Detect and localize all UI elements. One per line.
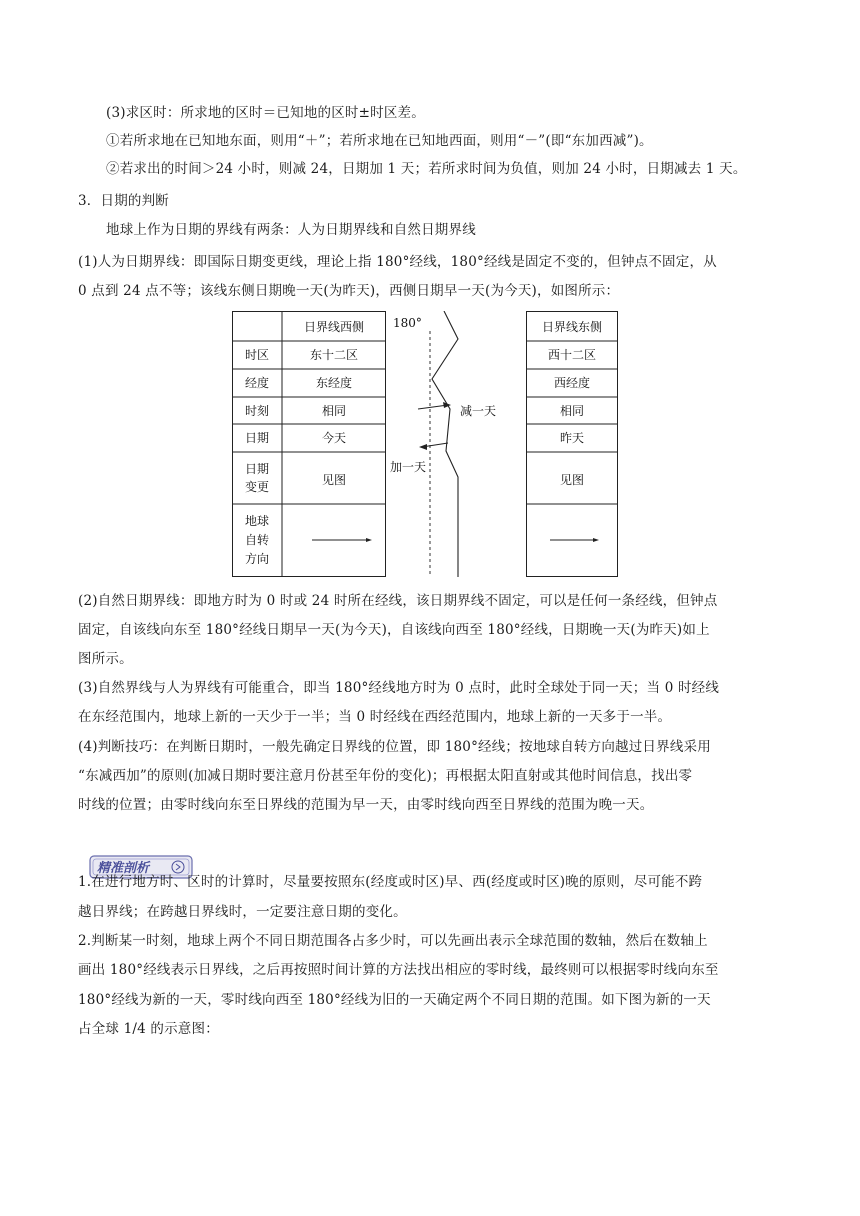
item2-line2: 固定，自该线向东至 180°经线日期早一天(为今天)，自该线向西至 180°经线，日期晚一天(为昨天)如上 bbox=[78, 622, 710, 638]
row-label-time: 时刻 bbox=[244, 404, 270, 418]
east-time: 相同 bbox=[559, 404, 585, 418]
east-see-figure: 见图 bbox=[559, 473, 585, 487]
west-see-figure: 见图 bbox=[321, 473, 347, 487]
item4-line3: 时线的位置；由零时线向东至日界线的范围为早一天，由零时线向西至日界线的范围为晚一天。 bbox=[78, 797, 654, 813]
west-zone: 东十二区 bbox=[309, 348, 359, 362]
badge-text: 精准剖析 bbox=[97, 861, 150, 876]
row-label-rotation-3: 方向 bbox=[244, 552, 270, 566]
west-date: 今天 bbox=[321, 431, 347, 445]
section-heading-date-judgement: 3．日期的判断 bbox=[78, 193, 169, 209]
row-label-rotation-2: 自转 bbox=[244, 533, 270, 547]
row-label-date: 日期 bbox=[244, 431, 270, 445]
row-label-rotation-1: 地球 bbox=[244, 514, 270, 528]
label-minus-day: 减一天 bbox=[460, 404, 497, 418]
item1-line2: 0 点到 24 点不等；该线东侧日期晚一天(为昨天)，西侧日期早一天(为今天)，如图所示： bbox=[78, 283, 620, 299]
row-label-date-change-2: 变更 bbox=[244, 480, 270, 494]
arrow-west bbox=[419, 444, 427, 450]
item3-line1: (3)自然界线与人为界线有可能重合，即当 180°经线地方时为 0 点时，此时全球处于同一天；当 0 时经线 bbox=[78, 680, 720, 696]
west-longitude: 东经度 bbox=[315, 376, 353, 390]
note2-line4: 占全球 1/4 的示意图： bbox=[78, 1021, 219, 1037]
para-qushi-formula: (3)求区时：所求地的区时＝已知地的区时±时区差。 bbox=[106, 105, 425, 121]
para-over-24h-rule: ②若求出的时间＞24 小时，则减 24，日期加 1 天；若所求时间为负值，则加 24 小时，日期减去 1 天。 bbox=[106, 161, 747, 177]
item1-line1: (1)人为日期界线：即国际日期变更线，理论上指 180°经线，180°经线是固定不变的，但钟点不固定，从 bbox=[78, 254, 717, 270]
arrow-east bbox=[443, 402, 451, 408]
note2-line2: 画出 180°经线表示日界线，之后再按照时间计算的方法找出相应的零时线，最终则可以根据零时线向东至 bbox=[78, 962, 719, 978]
item3-line2: 在东经范围内，地球上新的一天少于一半；当 0 时经线在西经范围内，地球上新的一天多于一半。 bbox=[78, 709, 672, 725]
rotation-arrow-east bbox=[593, 538, 599, 542]
date-line-diagram bbox=[232, 311, 618, 577]
item4-line2: “东减西加”的原则(加减日期时要注意月份甚至年份的变化)；再根据太阳直射或其他时间信息，找出零 bbox=[78, 768, 693, 784]
east-zone: 西十二区 bbox=[547, 348, 597, 362]
note1-line2: 越日界线；在跨越日界线时，一定要注意日期的变化。 bbox=[78, 904, 407, 920]
note2-line3: 180°经线为新的一天，零时线向西至 180°经线为旧的一天确定两个不同日期的范围。如下图为新的一天 bbox=[78, 992, 711, 1008]
para-two-date-lines: 地球上作为日期的界线有两条：人为日期界线和自然日期界线 bbox=[106, 222, 476, 238]
west-header: 日界线西侧 bbox=[303, 320, 365, 334]
label-plus-day: 加一天 bbox=[390, 460, 427, 474]
date-line-zigzag bbox=[432, 311, 458, 577]
east-header: 日界线东侧 bbox=[541, 320, 603, 334]
date-line-figure bbox=[232, 311, 618, 577]
item2-line1: (2)自然日期界线：即地方时为 0 时或 24 时所在经线，该日期界线不固定，可以是任何一条经线，但钟点 bbox=[78, 593, 718, 609]
row-label-date-change-1: 日期 bbox=[244, 462, 270, 476]
rotation-arrow-west bbox=[366, 538, 372, 542]
west-time: 相同 bbox=[321, 404, 347, 418]
note1-line1: 1.在进行地方时、区时的计算时，尽量要按照东(经度或时区)早、西(经度或时区)晚的原则，尽可能不跨 bbox=[78, 874, 703, 890]
para-east-west-rule: ①若所求地在已知地东面，则用“＋”；若所求地在已知地西面，则用“－”(即“东加西减”)。 bbox=[106, 133, 653, 149]
note2-line1: 2.判断某一时刻，地球上两个不同日期范围各占多少时，可以先画出表示全球范围的数轴，然后在数轴上 bbox=[78, 933, 708, 949]
label-180: 180° bbox=[393, 316, 422, 330]
east-date: 昨天 bbox=[559, 431, 585, 445]
item4-line1: (4)判断技巧：在判断日期时，一般先确定日界线的位置，即 180°经线；按地球自转方向越过日界线采用 bbox=[78, 739, 711, 755]
item2-line3: 图所示。 bbox=[78, 651, 133, 667]
row-label-zone: 时区 bbox=[244, 348, 270, 362]
east-longitude: 西经度 bbox=[553, 376, 591, 390]
row-label-longitude: 经度 bbox=[244, 376, 270, 390]
